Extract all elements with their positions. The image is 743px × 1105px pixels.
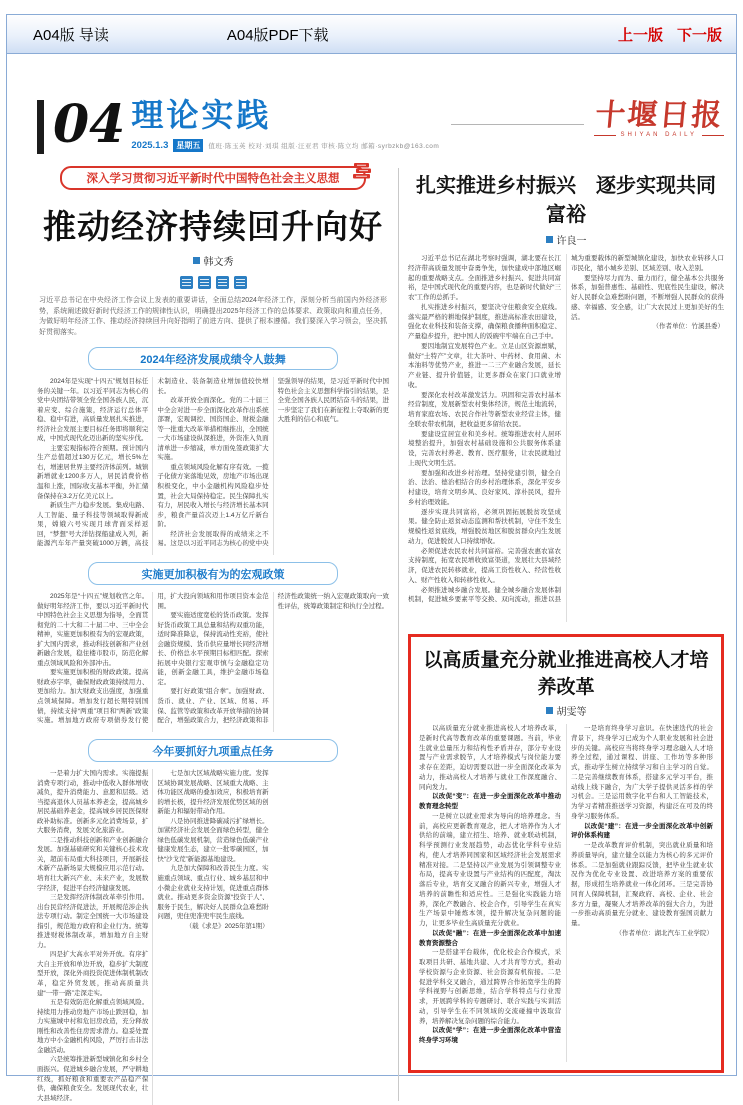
page-columns	[37, 166, 724, 1105]
section-name: 理论实践	[131, 97, 272, 133]
section-heading-1: 2024年经济发展成绩令人鼓舞	[88, 347, 338, 370]
body-paragraph: 逐步实现共同富裕，必须巩固拓展脱贫攻坚成果。健全防止返贫动态监测和帮扶机制，守住不发生规模性返贫底线，增强脱贫地区和脱贫群众内生发展动力，促进脱贫人口持续增收。	[408, 508, 561, 545]
share-icons-row	[37, 276, 389, 289]
body-paragraph: （作者单位：湖北汽车工业学院）	[615, 929, 713, 937]
body-paragraph: 新质生产力稳步发展。集成电路、人工智能、量子科技等领域取得新成果，嫦娥六号实现月球背面采样返回，“梦想”号大洋钻探船建成入列，新能源汽车年产量突破1000万辆，高技术制造业、装备制造业增加值较快增长。	[37, 378, 269, 548]
section-body-1	[37, 377, 389, 555]
body-paragraph: 要加强和改进乡村治理。坚持党建引领，健全自治、法治、德治相结合的乡村治理体系，深化平安乡村建设，培育文明乡风、良好家风、淳朴民风，提升乡村治理效能。	[408, 469, 561, 506]
body-paragraph: 经济社会发展取得的成绩来之不易。这是以习近平同志为核心的党中央坚强领导的结果，是习近平新时代中国特色社会主义思想科学指引的结果，是全党全国各族人民团结奋斗的结果，进一步坚定了我们在新征程上夺取新的更大胜利的信心和底气。	[157, 378, 389, 548]
body-paragraph: 以改促“融”：在进一步全面深化改革中加速教育资源整合	[419, 929, 561, 947]
blue-square-icon	[216, 276, 229, 289]
body-paragraph: 重点领域风险化解有序有效。一揽子化债方案落地见效，房地产市场出现积极变化，中小金融机构风险稳步处置，社会大局保持稳定。民生保障扎实有力，居民收入增长与经济增长基本同步，粮食产量首次迈上1.4万亿斤新台阶。	[157, 463, 269, 529]
main-article[interactable]	[37, 166, 389, 1105]
right-article-body	[408, 254, 724, 622]
body-paragraph: 六是统筹推进新型城镇化和乡村全面振兴。促进城乡融合发展，严守耕地红线，抓好粮食和重要农产品稳产保供，确保粮食安全。发展现代农业，壮大县域经济。	[37, 1056, 149, 1102]
page-frame	[6, 14, 737, 1102]
body-paragraph: 要实施更加积极的财政政策。提高财政赤字率，确保财政政策持续用力、更加给力。加大财政支出强度，加强重点领域保障。增加发行超长期特别国债，持续支持“两重”项目和“两新”政策实施。增加地方政府专项债券发行使用，扩大投向领域和用作项目资本金范围。	[37, 593, 269, 725]
section-body-2	[37, 592, 389, 732]
staff-line: 值班·陈玉英 校对·刘琪 组版·汪亚君 审核·陈立均 邮箱·syrbzkb@163.com	[208, 143, 440, 150]
right-article-title: 扎实推进乡村振兴 逐步实现共同富裕	[416, 173, 716, 226]
body-paragraph: 扎实推进乡村振兴，要坚决守住粮食安全底线。落实最严格的耕地保护制度，推进高标准农田建设，强化农业科技和装备支撑，确保粮食播种面积稳定、产量稳步提升，把中国人的饭碗牢牢端在自己手中。	[408, 303, 561, 340]
body-paragraph: 一是搭建平台载体，优化校企合作模式，采取项目共研、基地共建、人才共育等方式，推动学校资源与企业资源、社会资源有机衔接。二是促进学科交叉融合，通过跨界合作拓宽学生的跨学科视野与创新思维，结合学科特点与行业需求，开展跨学科的专题研讨、联合实践与实训活动，引导学生在不同领域的交流碰撞中汲取营养，培养解决复杂问题的综合能力。	[419, 949, 561, 1025]
body-paragraph: 要打好政策“组合拳”。加强财政、货币、就业、产业、区域、贸易、环保、监管等政策和改革开放举措的协调配合，增强政策合力，把经济政策和非经济性政策统一纳入宏观政策取向一致性评估，统筹政策制定和执行全过程。	[157, 593, 389, 725]
author-square-icon	[546, 707, 553, 714]
blue-square-icon	[198, 276, 211, 289]
author-name: 胡雯等	[556, 707, 587, 718]
main-article-author	[37, 253, 389, 268]
date: 2025.1.3	[131, 140, 169, 151]
next-page-link[interactable]: 下一版	[676, 26, 722, 44]
highlighted-article[interactable]	[408, 634, 724, 1073]
body-paragraph: 一是着力扩大国内需求。实施提振消费专项行动，推动中低收入群体增收减负，提升消费能力、意愿和层级。适当提高退休人员基本养老金，提高城乡居民基础养老金，提高城乡居民医保财政补助标准。创新多元化消费场景，扩大服务消费，发展文化旅游业。	[37, 770, 149, 835]
paper-name-en: SHIYAN DAILY	[594, 132, 724, 138]
body-paragraph: 必须推进城乡融合发展。健全城乡融合发展体制机制，促进城乡要素平等交换、双向流动，推进以县城为重要载体的新型城镇化建设，加快农业转移人口市民化，缩小城乡差别、区域差别、收入差别。	[408, 255, 724, 604]
section-block	[131, 98, 439, 152]
header-bar-decor	[37, 100, 44, 154]
section-body-3	[37, 769, 389, 1105]
body-paragraph: （作者单位：竹溪县委）	[652, 323, 724, 331]
body-paragraph: 三是发挥经济体制改革牵引作用。出台民营经济促进法，开展规范涉企执法专项行动。制定全国统一大市场建设指引，规范地方政府和企业行为。统筹推进财税体制改革，增加地方自主财力。	[37, 894, 149, 949]
right-column	[408, 166, 724, 1105]
header-rule	[451, 124, 583, 125]
body-paragraph: 以改促“变”：在进一步全面深化改革中推动教育理念转型	[419, 793, 561, 810]
prev-page-link[interactable]: 上一版	[617, 26, 663, 44]
column-divider	[398, 168, 399, 1101]
boxed-article-author	[419, 703, 713, 718]
paper-name: 十堰日报	[593, 98, 725, 133]
masthead	[594, 100, 724, 138]
body-paragraph: 以高质量充分就业推进高校人才培养改革，是新时代高等教育改革的重要课题。当前，毕业生就业总量压力和结构性矛盾并存，部分专业设置与产业需求脱节，人才培养模式与岗位能力要求存在差距，迫切需要以进一步全面深化改革为动力，推动高校人才培养与就业工作深度融合、同向发力。	[419, 725, 561, 791]
body-paragraph: 八是协同推进降碳减污扩绿增长。加紧经济社会发展全面绿色转型，健全绿色低碳发展机制，营造绿色低碳产业健康发展生态，建立一批零碳园区，加快“沙戈荒”新能源基地建设。	[157, 817, 269, 863]
theme-banner-text: 深入学习贯彻习近平新时代中国特色社会主义思想	[86, 173, 340, 185]
blue-square-icon	[180, 276, 193, 289]
right-article[interactable]	[408, 166, 724, 622]
body-paragraph: 改革开放全面深化。党的二十届三中全会对进一步全面深化改革作出系统部署，宏观调控、国资国企、财税金融等一批重大改革举措相继推出，全国统一大市场建设纵深推进，外资准入负面清单进一步缩减，单方面免签政策扩大实施。	[157, 397, 269, 462]
main-article-title: 推动经济持续回升向好	[43, 208, 383, 245]
body-paragraph: 九是加大保障和改善民生力度。实施重点领域、重点行业、城乡基层和中小微企业就业支持计划，促进重点群体就业。推动更多资金资源“投资于人”、服务于民生，解决好人民群众急难愁盼问题，兜住兜准兜牢民生底线。	[157, 865, 269, 921]
body-paragraph: 一是改革教育评价机制，突出就业质量和培养质量导向，建立健全以能力为核心的多元评价体系。二是加强就业跟踪反馈，把毕业生就业状况作为优化专业设置、改进培养方案的重要依据，形成招生培养就业一体化闭环。三是完善协同育人保障机制，汇聚政府、高校、企业、社会多方力量，凝聚人才培养改革的强大合力，为进一步推动高质量充分就业、建设教育强国贡献力量。	[571, 842, 713, 927]
body-paragraph: 五是有效防范化解重点领域风险。持续用力推动房地产市场止跌回稳，加力实施城中村和危旧房改造，充分释放刚性和改善性住房需求潜力。稳妥处置地方中小金融机构风险，严厉打击非法金融活动。	[37, 999, 149, 1054]
newspaper-header	[37, 94, 725, 155]
body-paragraph: 以改促“建”：在进一步全面深化改革中创新评价体系构建	[571, 822, 713, 840]
author-name: 许良一	[556, 236, 587, 247]
author-name: 韩文秀	[203, 257, 234, 268]
body-paragraph: 一是树立以就业需求为导向的培养理念。当前，高校应更新教育观念，把人才培养作为人才供给的前端，建立招生、培养、就业联动机制，科学预测行业发展趋势，动态优化学科专业结构，使人才培养同国家和区域经济社会发展需求精准对接。二是坚持以产业发展为引领调整专业布局，提高专业设置与产业结构的匹配度，淘汰落后专业，培育交叉融合的新兴专业，增强人才培养的前瞻性和适应性。三是强化实践能力培养，深化产教融合、校企合作，引导学生在真实生产场景中锤炼本领，提升解决复杂问题的能力，让更多毕业生高质量充分就业。	[419, 812, 561, 927]
body-paragraph: 要因地制宜发展特色产业。立足山区资源禀赋，做好“土特产”文章，壮大茶叶、中药材、食用菌、木本油料等优势产业，推进一二三产业融合发展，延长产业链、提升价值链，让更多群众在家门口就业增收。	[408, 342, 561, 389]
section-heading-3: 今年要抓好九项重点任务	[88, 739, 338, 762]
body-paragraph: 要实施适度宽松的货币政策。发挥好货币政策工具总量和结构双重功能，适时降准降息，保持流动性充裕，使社会融资规模、货币供应量增长同经济增长、价格总水平预期目标相匹配。探索拓展中央银行宏观审慎与金融稳定功能，创新金融工具，维护金融市场稳定。	[157, 612, 269, 686]
blue-square-icon	[234, 276, 247, 289]
body-paragraph: 一是培育终身学习意识。在快速迭代的社会背景下，终身学习已成为个人职业发展和社会进步的关键。高校应当将终身学习理念融入人才培养全过程，通过课程、讲座、工作坊等多种形式，推动学生树立持续学习和自主学习的自觉。二是完善继续教育体系，搭建多元学习平台，推动线上线下融合，为广大学子提供灵活多样的学习机会。三是运用数字化平台和人工智能技术，为学习者精准推送学习资源，构建泛在可及的终身学习服务体系。	[571, 725, 713, 820]
body-paragraph: 必须促进农民农村共同富裕。完善强农惠农富农支持制度，拓宽农民增收致富渠道，发展壮大县域经济，促进农民转移就业，提高工资性收入、经营性收入、财产性收入和转移性收入。	[408, 547, 561, 584]
body-paragraph: （载《求是》2025年第1期）	[185, 922, 269, 930]
toolbar	[7, 15, 736, 54]
right-article-author	[408, 232, 724, 247]
weekday-badge: 星期五	[173, 139, 203, 152]
body-paragraph: 四是扩大高水平对外开放。有序扩大自主开放和单边开放，稳步扩大制度型开放，深化外商投资促进体制机制改革，稳定外贸发展，推动高质量共建“一带一路”走深走实。	[37, 951, 149, 997]
pdf-download-link[interactable]: A04版PDF下载	[226, 26, 329, 44]
body-paragraph: 以改促“学”：在进一步全面深化改革中营造终身学习环境	[419, 1027, 561, 1044]
dateline	[131, 139, 439, 152]
theme-banner	[60, 166, 366, 190]
boxed-article-body	[419, 724, 713, 1062]
page-nav	[618, 24, 722, 45]
body-paragraph: 2024年是实现“十四五”规划目标任务的关键一年。以习近平同志为核心的党中央团结带领全党全国各族人民，沉着应变、综合施策，经济运行总体平稳、稳中有进，高质量发展扎实推进，经济社会发展主要目标任务即将顺利完成，中国式现代化迈出新的坚实步伐。	[37, 378, 149, 443]
body-paragraph: 要深化农村改革激发活力。巩固和完善农村基本经营制度，发展新型农村集体经济，规范土地流转，培育家庭农场、农民合作社等新型农业经营主体，健全联农带农机制，把收益更多留给农民。	[408, 391, 561, 428]
books-icon	[351, 163, 372, 183]
body-paragraph: 习近平总书记在湖北考察时强调，湖北要在长江经济带高质量发展中奋勇争先，加快建成中部地区崛起的重要战略支点。全面推进乡村振兴、促进共同富裕，是中国式现代化的重要内容，也是新时代做好“三农”工作的总抓手。	[408, 255, 561, 301]
body-paragraph: 2025年是“十四五”规划收官之年。做好明年经济工作，要以习近平新时代中国特色社会主义思想为指导，全面贯彻党的二十大和二十届二中、三中全会精神，实施更加积极有为的宏观政策，扩大国内需求，推动科技创新和产业创新融合发展，稳住楼市股市，防范化解重点领域风险和外部冲击。	[37, 593, 149, 667]
section-heading-2: 实施更加积极有为的宏观政策	[88, 562, 338, 585]
body-paragraph: 主要宏观指标符合预期。预计国内生产总值超过130万亿元，增长5%左右，增速居世界主要经济体前列。城镇新增就业1200多万人，居民消费价格温和上涨，国际收支基本平衡，外汇储备保持在3.2万亿美元以上。	[37, 444, 149, 500]
body-paragraph: 二是推动科技创新和产业创新融合发展。加强基础研究和关键核心技术攻关，超前布局重大科技项目，开展新技术新产品新场景大规模应用示范行动。培育壮大新兴产业、未来产业，发展数字经济，促进平台经济健康发展。	[37, 836, 149, 892]
newspaper-page	[7, 54, 736, 1105]
page-number: 04	[53, 94, 126, 155]
body-paragraph: 七是加大区域战略实施力度。发挥区域协调发展战略、区域重大战略、主体功能区战略的叠加效应，积极培育新的增长极，提升经济发展优势区域的创新能力和辐射带动作用。	[157, 770, 269, 816]
body-paragraph: 要坚持尽力而为、量力而行，健全基本公共服务体系，加强普惠性、基础性、兜底性民生建设，解决好人民群众急难愁盼问题，不断增强人民群众的获得感、幸福感、安全感，让广大农民过上更加美好的生活。	[571, 274, 724, 321]
article-abstract: 习近平总书记在中央经济工作会议上发表的重要讲话，全面总结2024年经济工作，深刻分析当前国内外经济形势，系统阐述做好新时代经济工作的规律性认识，明确提出2025年经济工作的总体要求、政策取向和重点任务，为做好明年经济工作、推动经济持续回升向好指明了前进方向、提供了根本遵循。我们要深入学习领会，坚决抓好贯彻落实。	[39, 297, 387, 336]
page-guide-link[interactable]: A04版 导读	[33, 26, 109, 44]
boxed-article-title: 以高质量充分就业推进高校人才培养改革	[423, 650, 709, 698]
author-square-icon	[546, 236, 553, 243]
body-paragraph: 要建设宜居宜业和美乡村。统筹推进农村人居环境整治提升，加强农村基础设施和公共服务体系建设，完善农村养老、教育、医疗服务，让农民就地过上现代文明生活。	[408, 430, 561, 467]
author-square-icon	[193, 257, 200, 264]
